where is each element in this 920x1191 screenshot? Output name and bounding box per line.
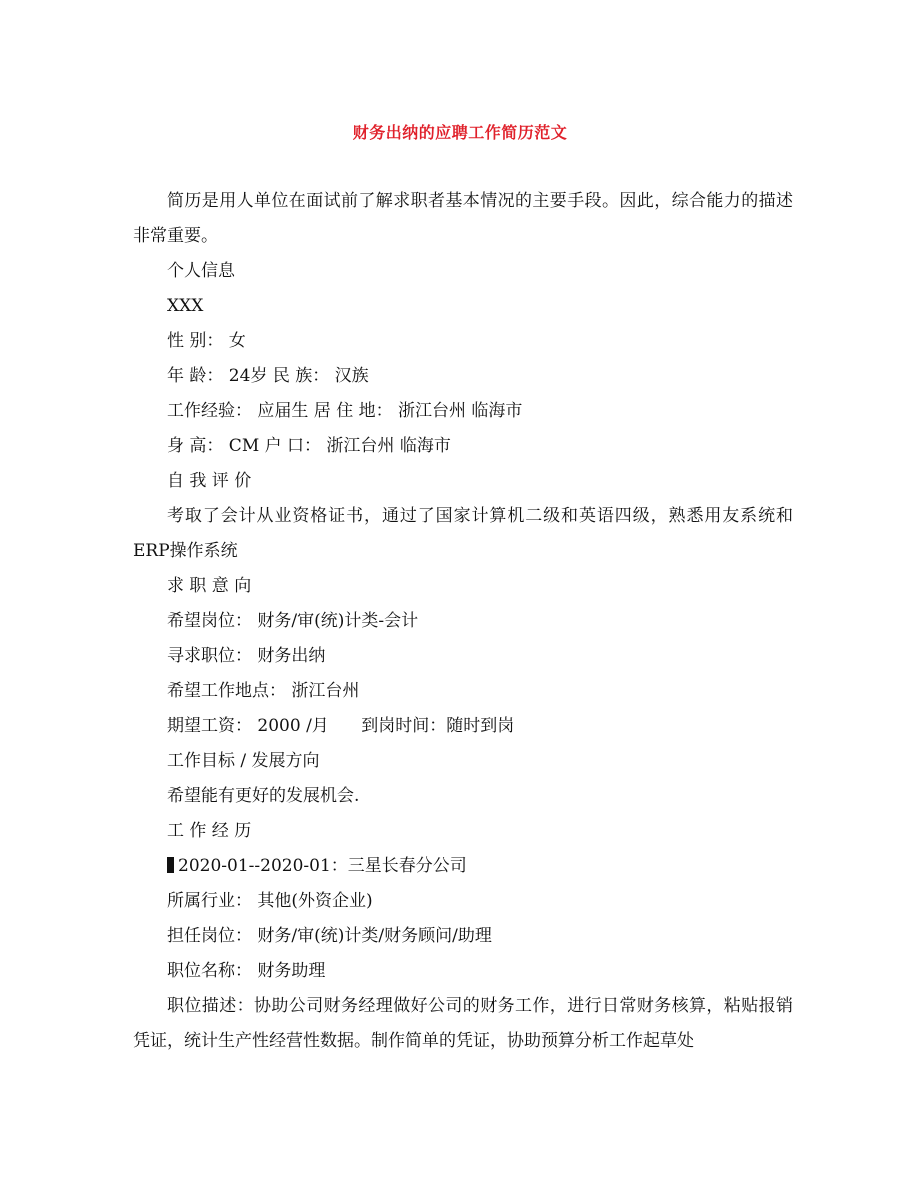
goal-heading: 工作目标 / 发展方向	[167, 751, 320, 771]
document-title: 财务出纳的应聘工作简历范文	[352, 123, 568, 142]
job-description-paragraph: 职位描述：协助公司财务经理做好公司的财务工作，进行日常财务核算，粘贴报销凭证，统计生产性经营性数据。制作简单的凭证，协助预算分析工作起草处	[133, 996, 793, 1051]
post-line: 担任岗位： 财务/审(统)计类/财务顾问/助理	[167, 926, 492, 946]
document-body	[133, 184, 793, 1059]
work-period-text: 2020-01--2020-01：三星长春分公司	[178, 856, 467, 876]
bullet-square-icon	[167, 857, 174, 873]
self-evaluation-heading: 自 我 评 价	[167, 471, 252, 491]
salary-line: 期望工资： 2000 /月 到岗时间：随时到岗	[167, 716, 515, 736]
name-line: XXX	[167, 296, 204, 316]
job-intent-heading: 求 职 意 向	[167, 576, 252, 596]
work-experience-heading: 工 作 经 历	[167, 821, 252, 841]
job-title-line: 职位名称： 财务助理	[167, 961, 326, 981]
seek-position-line: 寻求职位： 财务出纳	[167, 646, 326, 666]
industry-line: 所属行业： 其他(外资企业)	[167, 891, 373, 911]
desired-location-line: 希望工作地点： 浙江台州	[167, 681, 360, 701]
intro-paragraph: 简历是用人单位在面试前了解求职者基本情况的主要手段。因此，综合能力的描述非常重要。	[133, 191, 793, 246]
experience-residence-line: 工作经验： 应届生 居 住 地： 浙江台州 临海市	[167, 401, 523, 421]
work-period-line	[133, 849, 793, 884]
age-ethnicity-line: 年 龄： 24岁 民 族： 汉族	[167, 366, 369, 386]
desired-position-line: 希望岗位： 财务/审(统)计类-会计	[167, 611, 419, 631]
personal-info-heading: 个人信息	[167, 261, 235, 281]
height-hukou-line: 身 高： CM 户 口： 浙江台州 临海市	[167, 436, 451, 456]
goal-text: 希望能有更好的发展机会.	[167, 786, 360, 806]
self-evaluation-text: 考取了会计从业资格证书，通过了国家计算机二级和英语四级，熟悉用友系统和ERP操作系统	[133, 506, 793, 561]
gender-line: 性 别： 女	[167, 331, 246, 351]
